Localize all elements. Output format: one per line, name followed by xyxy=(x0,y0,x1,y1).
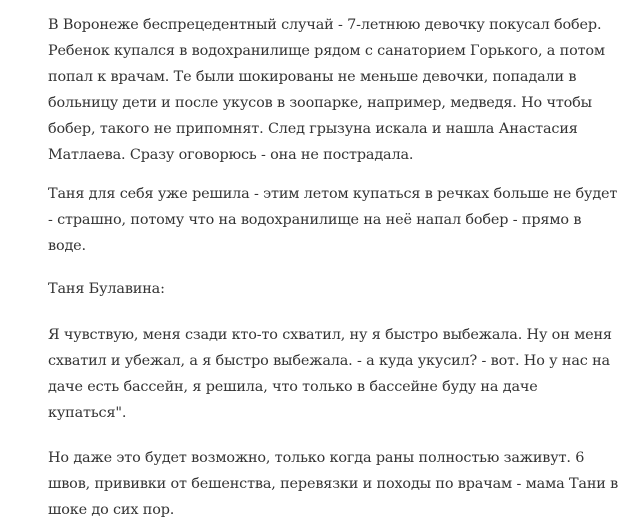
article-quote: Я чувствую, меня сзади кто-то схватил, ну я быстро выбежала. Ну он меня схватил и убежал, а я быстро выбежала. - а куда укусил? - вот. Но у нас на даче есть бассейн, я решила, что только в бассейне буду на даче купаться". xyxy=(48,327,612,421)
article-paragraph-1: В Воронеже беспрецедентный случай - 7-летнюю девочку покусал бобер. Ребенок купался в водохранилище рядом с санаторием Горького, а потом попал к врачам. Те были шокированы не меньше девочки, попадали в больницу дети и после укусов в зоопарке, например, медведя. Но чтобы бобер, такого не припомнят. След грызуна искала и нашла Анастасия Матлаева. Сразу оговорюсь - она не пострадала. xyxy=(48,17,605,163)
speaker-name: Таня Булавина: xyxy=(48,281,165,297)
article-body xyxy=(48,12,620,523)
article-paragraph-2: Таня для себя уже решила - этим летом купаться в речках больше не будет - страшно, потому что на водохранилище на неё напал бобер - прямо в воде. xyxy=(48,186,618,254)
article-paragraph-5: Но даже это будет возможно, только когда раны полностью заживут. 6 швов, прививки от бешенства, перевязки и походы по врачам - мама Тани в шоке до сих пор. xyxy=(48,450,619,518)
